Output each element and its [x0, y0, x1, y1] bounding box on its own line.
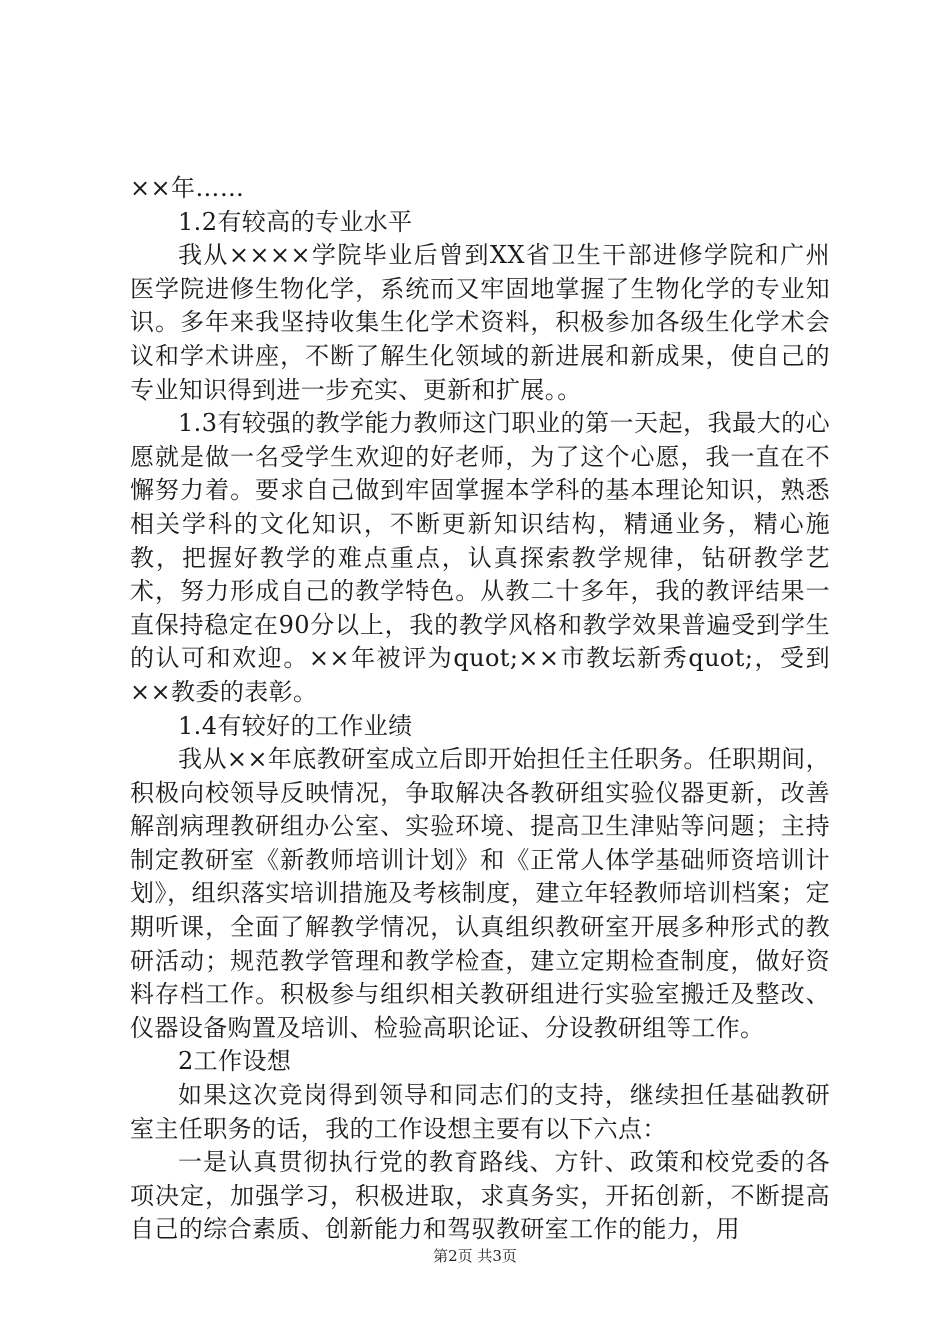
paragraph-professional-level: 我从××××学院毕业后曾到XX省卫生干部进修学院和广州医学院进修生物化学，系统而又牢固地掌握了生物化学的专业知识。多年来我坚持收集生化学术资料，积极参加各级生化学术会议和学术讲座，不断了解生化领域的新进展和新成果，使自己的专业知识得到进一步充实、更新和扩展。。	[130, 241, 830, 404]
section-heading-2: 2工作设想	[178, 1047, 292, 1076]
paragraph-plan-point-one: 一是认真贯彻执行党的教育路线、方针、政策和校党委的各项决定，加强学习，积极进取，求真务实，开拓创新，不断提高自己的综合素质、创新能力和驾驭教研室工作的能力，用	[130, 1148, 830, 1244]
page-footer: 第2页 共3页	[433, 1247, 517, 1265]
paragraph-lead: ××年……	[130, 174, 245, 202]
section-heading-1-4: 1.4有较好的工作业绩	[178, 711, 413, 740]
paragraph-work-plan-intro: 如果这次竞岗得到领导和同志们的支持，继续担任基础教研室主任职务的话，我的工作设想主要有以下六点：	[130, 1081, 830, 1143]
paragraph-teaching-ability: 1.3有较强的教学能力教师这门职业的第一天起，我最大的心愿就是做一名受学生欢迎的好老师，为了这个心愿，我一直在不懈努力着。要求自己做到牢固掌握本学科的基本理论知识，熟悉相关学科的文化知识，不断更新知识结构，精通业务，精心施教，把握好教学的难点重点，认真探索教学规律，钻研教学艺术，努力形成自己的教学特色。从教二十多年，我的教评结果一直保持稳定在90分以上，我的教学风格和教学效果普遍受到学生的认可和欢迎。××年被评为quot;××市教坛新秀quot;，受到××教委的表彰。	[130, 409, 830, 706]
document-body	[130, 172, 830, 1247]
paragraph-work-performance: 我从××年底教研室成立后即开始担任主任职务。任职期间，积极向校领导反映情况，争取解决各教研组实验仪器更新，改善解剖病理教研组办公室、实验环境、提高卫生津贴等问题；主持制定教研室《新教师培训计划》和《正常人体学基础师资培训计划》，组织落实培训措施及考核制度，建立年轻教师培训档案；定期听课，全面了解教学情况，认真组织教研室开展多种形式的教研活动；规范教学管理和教学检查，建立定期检查制度，做好资料存档工作。积极参与组织相关教研组进行实验室搬迁及整改、仪器设备购置及培训、检验高职论证、分设教研组等工作。	[130, 745, 830, 1042]
section-heading-1-2: 1.2有较高的专业水平	[178, 207, 413, 236]
